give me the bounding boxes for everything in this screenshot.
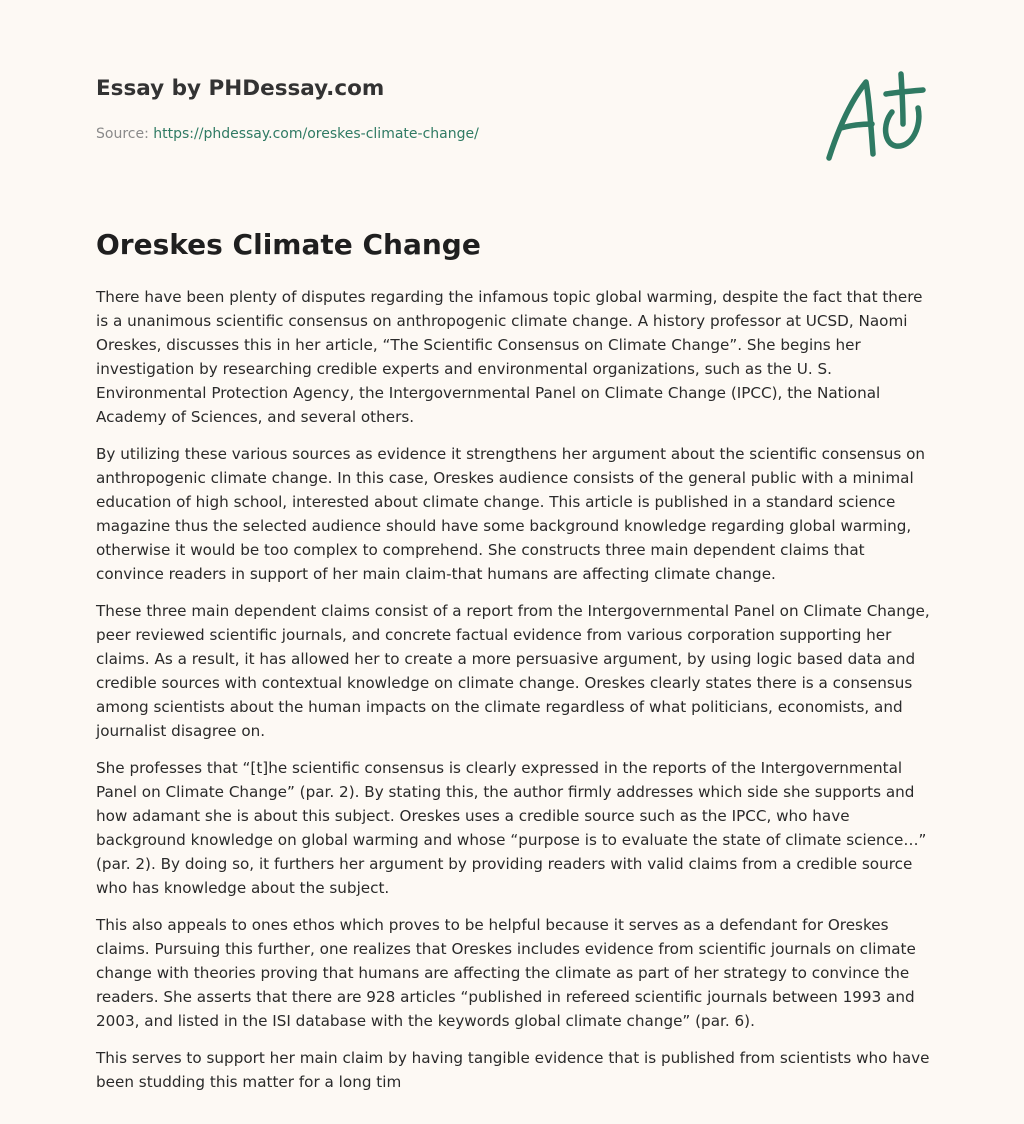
source-link[interactable]: https://phdessay.com/oreskes-climate-change/ <box>153 126 479 142</box>
source-label: Source: <box>96 126 149 142</box>
paragraph: She professes that “[t]he scientific consensus is clearly expressed in the reports of the Intergovernmental Panel on Climate Change” (par. 2). By stating this, the author firmly addresses which side she supports and how adamant she is about this subject. Oreskes uses a credible source such as the IPCC, who have background knowledge on global warming and whose “purpose is to evaluate the state of climate science…” (par. 2). By doing so, it furthers her argument by providing readers with valid claims from a credible source who has knowledge about the subject. <box>96 759 927 897</box>
source-line <box>96 124 816 144</box>
paragraph: These three main dependent claims consist of a report from the Intergovernmental Panel on Climate Change, peer reviewed scientific journals, and concrete factual evidence from various corporation supporting her claims. As a result, it has allowed her to create a more persuasive argument, by using logic based data and credible sources with contextual knowledge on climate change. Oreskes clearly states there is a consensus among scientists about the human impacts on the climate regardless of what politicians, economists, and journalist disagree on. <box>96 602 930 740</box>
paragraph: By utilizing these various sources as evidence it strengthens her argument about the scientific consensus on anthropogenic climate change. In this case, Oreskes audience consists of the general public with a minimal education of high school, interested about climate change. This article is published in a standard science magazine thus the selected audience should have some background knowledge regarding global warming, otherwise it would be too complex to comprehend. She constructs three main dependent claims that convince readers in support of her main claim-that humans are affecting climate change. <box>96 445 926 583</box>
paragraph: There have been plenty of disputes regarding the infamous topic global warming, despite the fact that there is a unanimous scientific consensus on anthropogenic climate change. A history professor at UCSD, Naomi Oreskes, discusses this in her article, “The Scientific Consensus on Climate Change”. She begins her investigation by researching credible experts and environmental organizations, such as the U. S. Environmental Protection Agency, the Intergovernmental Panel on Climate Change (IPCC), the National Academy of Sciences, and several others. <box>96 288 923 426</box>
page-title: Oreskes Climate Change <box>96 228 481 261</box>
site-header <box>96 74 816 144</box>
paragraph: This serves to support her main claim by having tangible evidence that is published from scientists who have been studding this matter for a long tim <box>96 1049 930 1091</box>
article-body <box>96 285 932 1107</box>
brand-title: Essay by PHDessay.com <box>96 76 385 101</box>
paragraph: This also appeals to ones ethos which proves to be helpful because it serves as a defendant for Oreskes claims. Pursuing this further, one realizes that Oreskes includes evidence from scientific journals on climate change with theories proving that humans are affecting the climate as part of her strategy to convince the readers. She asserts that there are 928 articles “published in refereed scientific journals between 1993 and 2003, and listed in the ISI database with the keywords global climate change” (par. 6). <box>96 916 916 1030</box>
a-plus-logo-icon <box>822 68 928 166</box>
